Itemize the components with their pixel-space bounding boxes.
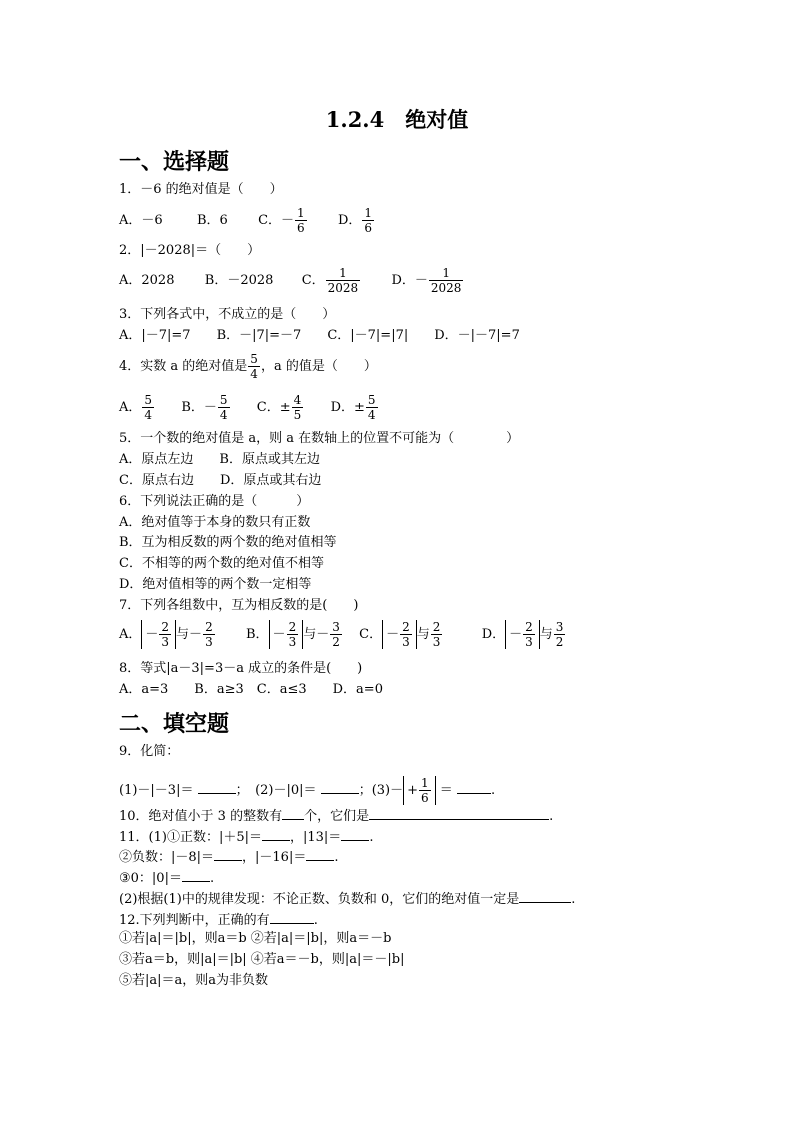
fraction: $\frac{2}{3}$ <box>161 620 170 649</box>
question-3-options: A．|－7|=7 B．－|7|=－7 C．|－7|=|7| D．－|－7|=7 <box>119 328 520 343</box>
q11-text: ，|13|＝ <box>290 830 342 845</box>
option-a: A． <box>119 400 142 415</box>
section-heading-fill: 二、填空题 <box>119 711 230 737</box>
option-c: C．± <box>256 400 291 415</box>
question-8-options: A．a=3 B．a≥3 C．a≤3 D．a=0 <box>119 682 383 697</box>
option-a: A．2028 <box>119 273 175 288</box>
question-6-option-a: A．绝对值等于本身的数只有正数 <box>119 515 311 530</box>
answer-blank[interactable] <box>262 828 290 841</box>
option-b: B．－2028 <box>204 273 274 288</box>
stem-text: ，a 的值是（ ） <box>260 359 377 374</box>
period: . <box>313 913 318 928</box>
answer-blank[interactable] <box>306 848 334 861</box>
fraction: $\frac{5}{4}$ <box>144 393 153 422</box>
question-7-stem: 7．下列各组数中，互为相反数的是( ) <box>119 598 359 613</box>
period: . <box>209 871 215 886</box>
question-8-stem: 8．等式|a－3|=3－a 成立的条件是( ) <box>119 661 363 676</box>
question-1-options <box>119 206 375 235</box>
part-2-text: ； (2)－|0|＝ <box>235 783 317 798</box>
fraction: $\frac{2}{3}$ <box>432 620 441 649</box>
answer-blank[interactable] <box>369 807 549 820</box>
answer-blank[interactable] <box>519 890 571 903</box>
question-10 <box>119 807 553 825</box>
fraction: $\frac{1}{6}$ <box>421 776 429 805</box>
absolute-value: － $\frac{2}{3}$ <box>382 620 417 649</box>
answer-blank[interactable] <box>457 781 491 794</box>
question-11-line-4 <box>119 890 575 908</box>
absolute-value: － $\frac{2}{3}$ <box>505 620 540 649</box>
question-5-options-row2: C．原点右边 D．原点或其右边 <box>119 473 322 488</box>
answer-blank[interactable] <box>341 828 369 841</box>
option-c: C．－ <box>258 213 295 228</box>
fraction: $\frac{2}{3}$ <box>205 620 213 649</box>
question-11-line-1 <box>119 828 373 846</box>
answer-blank[interactable] <box>282 807 304 820</box>
option-c: C． <box>359 627 383 642</box>
section-heading-choice: 一、选择题 <box>119 149 230 175</box>
question-12-line-3: ⑤若|a|＝a，则a为非负数 <box>119 973 269 988</box>
option-d: D． <box>337 213 362 228</box>
connector-text: 与－ <box>176 627 203 642</box>
option-a: A．－6 <box>119 213 163 228</box>
option-d: D． <box>481 627 506 642</box>
fraction: $\frac{2}{3}$ <box>525 620 533 649</box>
answer-blank[interactable] <box>214 848 242 861</box>
fraction: $\frac{5}{4}$ <box>219 393 228 422</box>
q11-text: (2)根据(1)中的规律发现：不论正数、负数和 0，它们的绝对值一定是 <box>119 892 520 907</box>
absolute-value: + $\frac{1}{6}$ <box>403 776 436 805</box>
answer-blank[interactable] <box>270 911 314 924</box>
page-title: 1.2.4 绝对值 <box>325 107 469 132</box>
question-9-parts <box>119 776 495 805</box>
question-12-stem <box>119 911 318 929</box>
question-1-stem: 1．－6 的绝对值是（ ） <box>119 182 283 197</box>
fraction: $\frac{1}{2028}$ <box>430 266 462 295</box>
connector-text: 与 <box>539 627 553 642</box>
question-6-option-d: D．绝对值相等的两个数一定相等 <box>119 577 312 592</box>
option-a: A． <box>119 627 142 642</box>
fraction: $\frac{1}{6}$ <box>364 206 373 235</box>
fraction: $\frac{1}{2028}$ <box>327 266 359 295</box>
question-3-stem: 3．下列各式中，不成立的是（ ） <box>119 307 336 322</box>
part-3-text: ；(3)－ <box>358 783 404 798</box>
period: . <box>334 850 339 865</box>
q10-text: 个，它们是 <box>304 809 370 824</box>
option-c: C． <box>301 273 325 288</box>
answer-blank[interactable] <box>198 781 236 794</box>
period: . <box>490 783 496 798</box>
question-5-stem: 5．一个数的绝对值是 a，则 a 在数轴上的位置不可能为（ ） <box>119 431 520 446</box>
fraction: $\frac{2}{3}$ <box>402 620 410 649</box>
answer-blank[interactable] <box>182 869 210 882</box>
question-5-options-row1: A．原点左边 B．原点或其左边 <box>119 452 320 467</box>
option-b: B．6 <box>196 213 228 228</box>
option-b: B．－ <box>181 400 217 415</box>
stem-text: 4．实数 a 的绝对值是 <box>119 359 248 374</box>
fraction: $\frac{3}{2}$ <box>555 620 564 649</box>
fraction: $\frac{1}{6}$ <box>297 206 305 235</box>
option-d: D．± <box>330 400 365 415</box>
answer-blank[interactable] <box>321 781 359 794</box>
q10-text: 10．绝对值小于 3 的整数有 <box>119 809 283 824</box>
equals-text: ＝ <box>439 783 453 798</box>
question-6-option-c: C．不相等的两个数的绝对值不相等 <box>119 556 324 571</box>
connector-text: 与 <box>416 627 430 642</box>
q12-text: 12.下列判断中，正确的有 <box>119 913 270 928</box>
fraction: $\frac{2}{3}$ <box>288 620 297 649</box>
question-12-line-2: ③若a＝b，则|a|＝|b| ④若a＝－b，则|a|＝－|b| <box>119 952 405 967</box>
question-4-stem <box>119 352 377 381</box>
absolute-value: － $\frac{2}{3}$ <box>269 620 304 649</box>
fraction: $\frac{4}{5}$ <box>293 393 302 422</box>
question-2-stem: 2．|－2028|＝（ ） <box>119 243 261 258</box>
period: . <box>549 809 554 824</box>
question-4-options <box>119 393 379 422</box>
option-b: B． <box>245 627 269 642</box>
absolute-value: － $\frac{2}{3}$ <box>141 620 176 649</box>
question-2-options <box>119 266 464 295</box>
fraction: $\frac{5}{4}$ <box>250 352 258 381</box>
q11-text: 11．(1)①正数：|＋5|＝ <box>119 830 262 845</box>
option-d: D．－ <box>391 273 428 288</box>
question-9-stem: 9．化简： <box>119 744 180 759</box>
question-11-line-2 <box>119 848 338 866</box>
question-11-line-3 <box>119 869 214 887</box>
part-1-text: (1)－|－3|＝ <box>119 783 194 798</box>
connector-text: 与－ <box>303 627 330 642</box>
question-7-options <box>119 620 566 649</box>
q11-text: ，|－16|＝ <box>242 850 307 865</box>
period: . <box>369 830 374 845</box>
fraction: $\frac{5}{4}$ <box>367 393 376 422</box>
period: . <box>571 892 576 907</box>
q11-text: ②负数：|－8|＝ <box>119 850 215 865</box>
question-12-line-1: ①若|a|＝|b|，则a＝b ②若|a|＝|b|，则a＝－b <box>119 931 392 946</box>
fraction: $\frac{3}{2}$ <box>332 620 340 649</box>
question-6-option-b: B．互为相反数的两个数的绝对值相等 <box>119 535 337 550</box>
q11-text: ③0：|0|＝ <box>119 871 182 886</box>
question-6-stem: 6．下列说法正确的是（ ） <box>119 494 310 509</box>
